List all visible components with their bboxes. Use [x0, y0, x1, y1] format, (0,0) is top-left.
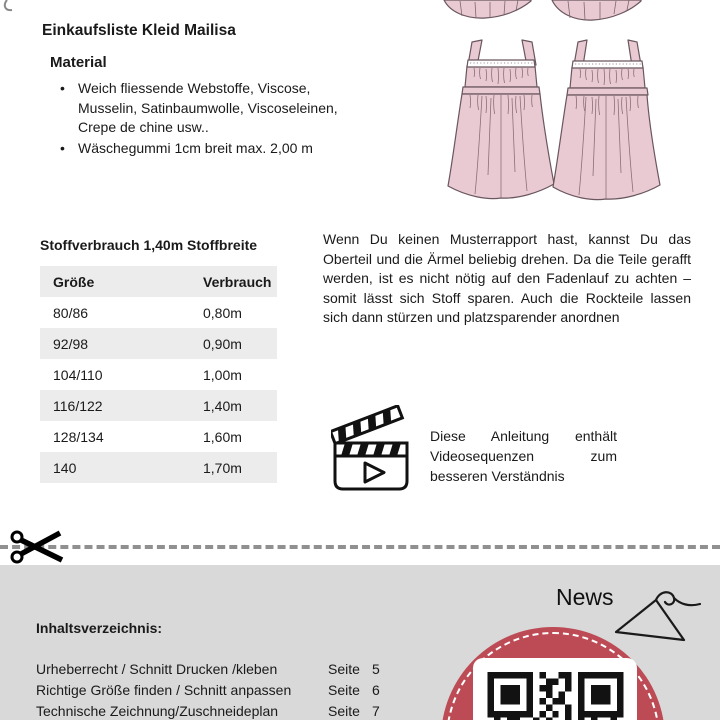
size-cell: 92/98: [40, 328, 190, 359]
clapperboard-icon: [331, 405, 415, 493]
clothes-hanger-icon: [610, 588, 706, 652]
qr-code: [487, 672, 624, 720]
fabric-table-title: Stoffverbrauch 1,40m Stoffbreite: [40, 237, 258, 253]
toc-row: [36, 701, 396, 720]
toc-page-word: Seite: [328, 703, 360, 719]
video-note-text: Diese Anleitung enthält Videosequenzen zum besseren Verständnis: [430, 428, 617, 484]
material-item: • Weich fliessende Webstoffe, Viscose, Musselin, Satinbaumwolle, Viscoseleinen, Crepe de chine usw..: [58, 79, 358, 138]
toc-page-number: 6: [372, 682, 380, 698]
size-cell: 116/122: [40, 390, 190, 421]
toc-entry-label: Technische Zeichnung/Zuschneideplan: [36, 703, 279, 719]
page-corner-mark: [0, 0, 20, 16]
toc-heading: Inhaltsverzeichnis:: [36, 620, 163, 636]
col-usage-header: Verbrauch: [190, 266, 277, 297]
toc-row: [36, 680, 396, 701]
table-row: [40, 328, 277, 359]
table-row: [40, 452, 277, 483]
page-title: Einkaufsliste Kleid Mailisa: [42, 22, 236, 39]
toc-list: [36, 659, 396, 720]
size-cell: 140: [40, 452, 190, 483]
toc-page-word: Seite: [328, 682, 360, 698]
scissors-icon: [8, 524, 66, 570]
toc-page-word: Seite: [328, 661, 360, 677]
table-row: [40, 359, 277, 390]
usage-cell: 0,90m: [190, 328, 277, 359]
table-row: [40, 421, 277, 452]
toc-entry-label: Urheberrecht / Schnitt Drucken /kleben: [36, 661, 278, 677]
usage-cell: 1,60m: [203, 428, 242, 445]
toc-page-number: 5: [372, 661, 380, 677]
col-size-header: Größe: [40, 266, 190, 297]
size-cell: 128/134: [53, 428, 104, 445]
fabric-table-header: [40, 266, 277, 297]
qr-card: [473, 658, 637, 720]
news-label: News: [556, 584, 614, 610]
size-cell: 80/86: [53, 304, 89, 321]
toc-page-number: 7: [372, 703, 380, 719]
fabric-table: [40, 266, 277, 483]
table-row: [40, 297, 277, 328]
fabric-usage-section: [40, 237, 277, 483]
pattern-note-paragraph: Wenn Du keinen Musterrapport hast, kannst Du das Oberteil und die Ärmel beliebig drehen. Da die Teile gerafft werden, ist es nicht nötig auf den Fadenlauf zu achten – somit lässt sich Stoff sparen. Auch die Rockteile lassen sich dann stürzen und platzsparender anordnen: [323, 231, 691, 326]
material-heading: Material: [50, 54, 107, 71]
material-item: • Wäschegummi 1cm breit max. 2,00 m: [58, 139, 358, 159]
usage-cell: 1,40m: [190, 390, 277, 421]
usage-cell: 1,70m: [190, 452, 277, 483]
material-list: [58, 79, 358, 159]
toc-row: [36, 659, 396, 680]
toc-entry-label: Richtige Größe finden / Schnitt anpassen: [36, 682, 292, 698]
size-cell: 104/110: [53, 366, 103, 383]
cut-dashed-line: [0, 545, 720, 549]
table-row: [40, 390, 277, 421]
usage-cell: 1,00m: [203, 366, 242, 383]
dress-illustration: [430, 0, 720, 212]
usage-cell: 0,80m: [203, 304, 242, 321]
